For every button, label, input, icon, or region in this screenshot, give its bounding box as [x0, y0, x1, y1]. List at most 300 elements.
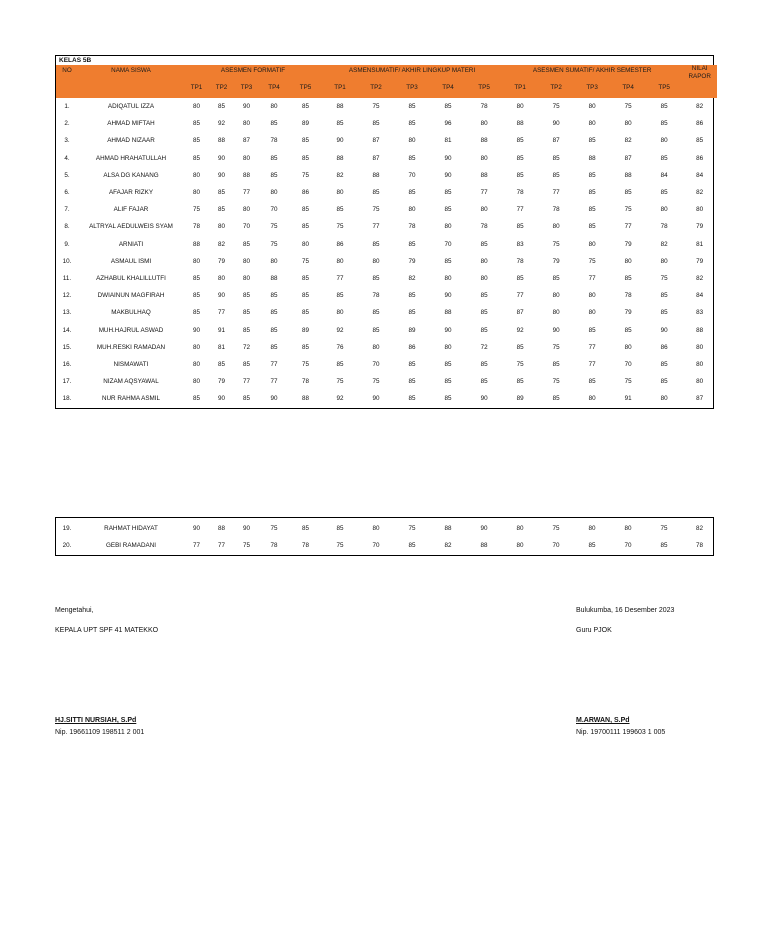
student-name: AHMAD NIZAAR	[107, 137, 155, 145]
score-cell: 78	[660, 223, 668, 231]
score-cell: 80	[588, 395, 596, 403]
score-cell: 85	[444, 360, 452, 368]
score-cell: 70	[624, 360, 632, 368]
row-number: 7.	[64, 206, 70, 214]
score-cell: 80	[302, 240, 310, 248]
score-cell: 75	[516, 360, 524, 368]
score-cell: 92	[516, 326, 524, 334]
student-name: RAHMAT HIDAYAT	[104, 525, 158, 533]
row-number: 11.	[62, 274, 72, 282]
score-cell: 88	[336, 154, 344, 162]
table-row	[56, 218, 717, 235]
score-cell: 90	[552, 326, 560, 334]
score-cell: 80	[192, 257, 200, 265]
score-cell: 88	[444, 309, 452, 317]
score-cell: 80	[480, 154, 488, 162]
score-cell: 81	[444, 137, 452, 145]
col-header-nama: NAMA SISWA	[78, 65, 184, 76]
score-cell: 78	[270, 542, 278, 550]
score-cell: 85	[372, 120, 380, 128]
score-cell: 75	[302, 360, 310, 368]
subheader-tp: TP2	[538, 76, 574, 98]
score-cell: 91	[217, 326, 225, 334]
score-cell: 85	[444, 378, 452, 386]
score-cell: 85	[372, 189, 380, 197]
score-cell: 75	[302, 171, 310, 179]
score-cell: 85	[192, 309, 200, 317]
score-cell: 85	[408, 120, 416, 128]
subheader-tp: TP5	[289, 76, 322, 98]
place-date: Bulukumba, 16 Desember 2023	[576, 607, 675, 614]
score-cell: 85	[302, 206, 310, 214]
score-cell: 85	[217, 206, 225, 214]
table-row	[56, 201, 717, 218]
score-cell: 75	[372, 206, 380, 214]
score-cell: 88	[480, 171, 488, 179]
score-cell: 80	[588, 103, 596, 111]
score-cell: 90	[192, 326, 200, 334]
col-header-no: NO	[56, 65, 78, 76]
rapor-score: 79	[696, 223, 704, 231]
score-cell: 80	[624, 343, 632, 351]
score-cell: 75	[336, 542, 344, 550]
score-cell: 80	[552, 309, 560, 317]
subheader-blank	[56, 76, 78, 98]
score-cell: 79	[624, 240, 632, 248]
score-cell: 81	[217, 343, 225, 351]
score-cell: 85	[588, 171, 596, 179]
score-cell: 90	[660, 326, 668, 334]
score-cell: 80	[660, 206, 668, 214]
score-cell: 85	[336, 120, 344, 128]
score-cell: 72	[242, 343, 250, 351]
score-cell: 85	[408, 378, 416, 386]
nilai-label: NILAI	[691, 65, 708, 72]
score-cell: 85	[516, 378, 524, 386]
score-cell: 85	[408, 360, 416, 368]
row-number: 16.	[62, 360, 72, 368]
table-subheader-row	[56, 76, 717, 98]
col-header-nilai-rapor	[682, 65, 717, 98]
score-cell: 80	[242, 257, 250, 265]
score-cell: 85	[336, 206, 344, 214]
score-cell: 75	[242, 542, 250, 550]
score-cell: 85	[270, 309, 278, 317]
subheader-tp: TP2	[209, 76, 234, 98]
subheader-blank	[78, 76, 184, 98]
score-cell: 80	[336, 257, 344, 265]
grade-sheet-page-2	[55, 517, 714, 556]
score-cell: 80	[408, 206, 416, 214]
score-cell: 85	[372, 274, 380, 282]
score-cell: 86	[302, 189, 310, 197]
score-cell: 85	[336, 292, 344, 300]
score-cell: 77	[242, 189, 250, 197]
score-cell: 75	[624, 206, 632, 214]
score-cell: 88	[270, 274, 278, 282]
rapor-score: 82	[696, 103, 704, 111]
score-cell: 88	[624, 171, 632, 179]
score-cell: 90	[242, 103, 250, 111]
score-cell: 75	[372, 378, 380, 386]
subheader-tp: TP1	[184, 76, 209, 98]
rapor-score: 81	[696, 240, 704, 248]
table-row	[56, 339, 717, 356]
score-cell: 85	[444, 189, 452, 197]
score-cell: 75	[408, 525, 416, 533]
score-cell: 85	[336, 360, 344, 368]
score-cell: 87	[552, 137, 560, 145]
score-cell: 80	[624, 525, 632, 533]
table-row	[56, 356, 717, 373]
score-cell: 85	[408, 240, 416, 248]
score-cell: 85	[270, 154, 278, 162]
score-cell: 85	[660, 309, 668, 317]
score-cell: 70	[270, 206, 278, 214]
rapor-score: 79	[696, 257, 704, 265]
row-number: 19.	[62, 525, 72, 533]
row-number: 5.	[64, 171, 70, 179]
principal-name: HJ.SITTI NURSIAH, S.Pd	[55, 717, 137, 724]
score-cell: 90	[192, 525, 200, 533]
score-cell: 85	[516, 274, 524, 282]
rapor-score: 82	[696, 274, 704, 282]
score-cell: 75	[624, 103, 632, 111]
score-cell: 80	[480, 274, 488, 282]
score-cell: 85	[302, 103, 310, 111]
score-cell: 85	[192, 120, 200, 128]
score-cell: 80	[444, 274, 452, 282]
principal-nip: Nip. 19661109 198511 2 001	[55, 729, 145, 736]
score-cell: 90	[217, 395, 225, 403]
table-row	[56, 98, 717, 115]
score-cell: 85	[480, 309, 488, 317]
score-cell: 80	[192, 360, 200, 368]
score-cell: 85	[552, 360, 560, 368]
score-cell: 85	[480, 378, 488, 386]
table-row	[56, 321, 717, 338]
row-number: 13.	[62, 309, 72, 317]
row-number: 4.	[64, 154, 70, 162]
score-cell: 85	[270, 292, 278, 300]
score-cell: 85	[660, 120, 668, 128]
group-header-formatif: ASESMEN FORMATIF	[184, 65, 322, 76]
score-cell: 77	[588, 274, 596, 282]
score-cell: 88	[242, 171, 250, 179]
score-cell: 80	[660, 257, 668, 265]
score-cell: 86	[660, 343, 668, 351]
score-cell: 75	[192, 206, 200, 214]
rapor-score: 80	[696, 343, 704, 351]
score-cell: 80	[480, 257, 488, 265]
rapor-score: 80	[696, 378, 704, 386]
score-cell: 96	[444, 120, 452, 128]
score-cell: 86	[408, 343, 416, 351]
score-cell: 78	[270, 137, 278, 145]
score-cell: 80	[516, 103, 524, 111]
group-header-sumatif-semester: ASESMEN SUMATIF/ AKHIR SEMESTER	[502, 65, 682, 76]
score-cell: 90	[242, 525, 250, 533]
score-cell: 80	[192, 343, 200, 351]
table-row	[56, 390, 717, 407]
table-row	[56, 520, 717, 537]
score-cell: 79	[217, 257, 225, 265]
score-cell: 85	[660, 189, 668, 197]
score-cell: 78	[192, 223, 200, 231]
rapor-score: 85	[696, 137, 704, 145]
table-row	[56, 167, 717, 184]
table-row	[56, 132, 717, 149]
score-cell: 77	[336, 274, 344, 282]
teacher-title: Guru PJOK	[576, 627, 612, 634]
score-cell: 85	[480, 240, 488, 248]
score-cell: 85	[408, 395, 416, 403]
score-cell: 85	[301, 525, 309, 533]
student-name: ADIQATUL IZZA	[107, 103, 155, 111]
score-cell: 85	[660, 103, 668, 111]
student-name: AHMAD HRAHATULLAH	[95, 154, 167, 162]
group-header-sumatif-materi: ASMENSUMATIF/ AKHIR LINGKUP MATERI	[322, 65, 502, 76]
table-row	[56, 236, 717, 253]
score-cell: 85	[302, 274, 310, 282]
score-cell: 78	[552, 206, 560, 214]
teacher-nip: Nip. 19700111 199603 1 005	[576, 729, 666, 736]
score-cell: 88	[192, 240, 200, 248]
score-cell: 85	[660, 360, 668, 368]
score-cell: 80	[480, 120, 488, 128]
score-cell: 85	[480, 326, 488, 334]
score-cell: 80	[588, 120, 596, 128]
score-cell: 85	[516, 223, 524, 231]
score-cell: 78	[480, 103, 488, 111]
score-cell: 80	[588, 309, 596, 317]
score-cell: 79	[552, 257, 560, 265]
score-cell: 78	[516, 189, 524, 197]
table-body	[56, 98, 717, 407]
score-cell: 85	[552, 274, 560, 282]
score-cell: 90	[336, 137, 344, 145]
score-cell: 85	[302, 343, 310, 351]
score-cell: 85	[552, 154, 560, 162]
score-cell: 85	[270, 120, 278, 128]
score-cell: 92	[336, 395, 344, 403]
score-cell: 89	[516, 395, 524, 403]
table-row	[56, 373, 717, 390]
score-cell: 80	[444, 223, 452, 231]
score-cell: 70	[552, 542, 560, 550]
student-name: MUH.HAJRUL ASWAD	[98, 326, 164, 334]
score-cell: 75	[302, 257, 310, 265]
score-cell: 80	[242, 206, 250, 214]
student-name: ASMAUL ISMI	[110, 257, 152, 265]
score-cell: 85	[660, 154, 668, 162]
rapor-score: 87	[696, 395, 704, 403]
score-cell: 85	[372, 240, 380, 248]
row-number: 1.	[64, 103, 70, 111]
score-cell: 75	[270, 223, 278, 231]
score-cell: 85	[660, 292, 668, 300]
score-cell: 80	[242, 154, 250, 162]
grade-table-continued	[56, 520, 717, 554]
score-cell: 90	[444, 171, 452, 179]
subheader-tp: TP1	[502, 76, 538, 98]
score-cell: 75	[660, 525, 668, 533]
score-cell: 85	[192, 274, 200, 282]
score-cell: 75	[336, 223, 344, 231]
row-number: 9.	[64, 240, 70, 248]
score-cell: 77	[270, 378, 278, 386]
score-cell: 85	[516, 137, 524, 145]
rapor-score: 84	[696, 171, 704, 179]
score-cell: 79	[217, 378, 225, 386]
row-number: 15.	[62, 343, 72, 351]
score-cell: 77	[624, 223, 632, 231]
teacher-name: M.ARWAN, S.Pd	[576, 717, 630, 724]
score-cell: 85	[444, 103, 452, 111]
score-cell: 79	[624, 309, 632, 317]
grade-sheet-page-1	[55, 55, 714, 409]
score-cell: 78	[301, 542, 309, 550]
rapor-score: 80	[696, 206, 704, 214]
score-cell: 80	[372, 257, 380, 265]
score-cell: 85	[217, 103, 225, 111]
score-cell: 92	[336, 326, 344, 334]
subheader-tp: TP2	[358, 76, 394, 98]
score-cell: 92	[217, 120, 225, 128]
row-number: 14.	[62, 326, 72, 334]
table-row	[56, 150, 717, 167]
score-cell: 90	[270, 395, 278, 403]
score-cell: 85	[588, 206, 596, 214]
score-cell: 85	[516, 154, 524, 162]
table-row	[56, 287, 717, 304]
student-name: ARNIATI	[118, 240, 144, 248]
rapor-score: 84	[696, 292, 704, 300]
score-cell: 85	[192, 154, 200, 162]
row-number: 6.	[64, 189, 70, 197]
score-cell: 90	[217, 292, 225, 300]
student-name: MAKBULHAQ	[111, 309, 151, 317]
score-cell: 80	[336, 309, 344, 317]
score-cell: 82	[624, 137, 632, 145]
rapor-score: 82	[695, 525, 703, 533]
score-cell: 80	[192, 171, 200, 179]
score-cell: 80	[372, 525, 380, 533]
score-cell: 89	[302, 326, 310, 334]
score-cell: 75	[270, 525, 278, 533]
score-cell: 90	[372, 395, 380, 403]
score-cell: 82	[408, 274, 416, 282]
score-cell: 87	[516, 309, 524, 317]
score-cell: 75	[552, 343, 560, 351]
score-cell: 77	[217, 309, 225, 317]
score-cell: 85	[444, 395, 452, 403]
student-name: MUH.RESKI RAMADAN	[96, 343, 166, 351]
student-name: AHMAD MIFTAH	[107, 120, 155, 128]
score-cell: 85	[242, 360, 250, 368]
score-cell: 85	[588, 189, 596, 197]
score-cell: 88	[480, 542, 488, 550]
score-cell: 72	[480, 343, 488, 351]
score-cell: 85	[660, 378, 668, 386]
score-cell: 77	[480, 189, 488, 197]
score-cell: 82	[217, 240, 225, 248]
score-cell: 85	[588, 542, 596, 550]
score-cell: 89	[302, 120, 310, 128]
table-row	[56, 537, 717, 554]
score-cell: 85	[660, 542, 668, 550]
score-cell: 80	[270, 103, 278, 111]
score-cell: 90	[444, 292, 452, 300]
score-cell: 85	[270, 343, 278, 351]
acknowledgement-label: Mengetahui,	[55, 607, 94, 614]
score-cell: 77	[270, 360, 278, 368]
score-cell: 76	[336, 343, 344, 351]
score-cell: 86	[336, 240, 344, 248]
score-cell: 85	[408, 154, 416, 162]
subheader-tp: TP4	[430, 76, 466, 98]
student-name: ALIF FAJAR	[113, 206, 149, 214]
row-number: 3.	[64, 137, 70, 145]
score-cell: 85	[588, 326, 596, 334]
score-cell: 80	[270, 189, 278, 197]
score-cell: 87	[372, 137, 380, 145]
score-cell: 89	[408, 326, 416, 334]
row-number: 12.	[62, 292, 72, 300]
score-cell: 85	[588, 137, 596, 145]
score-cell: 88	[302, 395, 310, 403]
score-cell: 85	[372, 326, 380, 334]
row-number: 8.	[64, 223, 70, 231]
row-number: 20.	[62, 542, 72, 550]
score-cell: 85	[552, 395, 560, 403]
score-cell: 88	[444, 525, 452, 533]
score-cell: 78	[408, 223, 416, 231]
table-row	[56, 304, 717, 321]
score-cell: 80	[336, 189, 344, 197]
score-cell: 85	[444, 206, 452, 214]
score-cell: 85	[302, 154, 310, 162]
score-cell: 70	[624, 542, 632, 550]
score-cell: 80	[217, 274, 225, 282]
score-cell: 85	[242, 309, 250, 317]
score-cell: 79	[408, 257, 416, 265]
table-row	[56, 253, 717, 270]
student-name: AZHABUL KHALILLUTFI	[96, 274, 166, 282]
rapor-score: 88	[696, 326, 704, 334]
score-cell: 78	[302, 378, 310, 386]
student-name: AFAJAR RIZKY	[108, 189, 154, 197]
score-cell: 82	[336, 171, 344, 179]
score-cell: 85	[192, 395, 200, 403]
score-cell: 84	[660, 171, 668, 179]
student-name: NIZAM AQSYAWAL	[103, 378, 159, 386]
score-cell: 80	[588, 525, 596, 533]
score-cell: 85	[408, 292, 416, 300]
score-cell: 80	[192, 189, 200, 197]
score-cell: 85	[302, 309, 310, 317]
score-cell: 77	[516, 292, 524, 300]
score-cell: 85	[302, 137, 310, 145]
score-cell: 80	[192, 103, 200, 111]
principal-title: KEPALA UPT SPF 41 MATEKKO	[55, 627, 159, 634]
score-cell: 75	[336, 378, 344, 386]
score-cell: 70	[408, 171, 416, 179]
score-cell: 87	[624, 154, 632, 162]
score-cell: 90	[552, 120, 560, 128]
student-name: NISMAWATI	[113, 360, 149, 368]
table-body-continued	[56, 520, 717, 554]
